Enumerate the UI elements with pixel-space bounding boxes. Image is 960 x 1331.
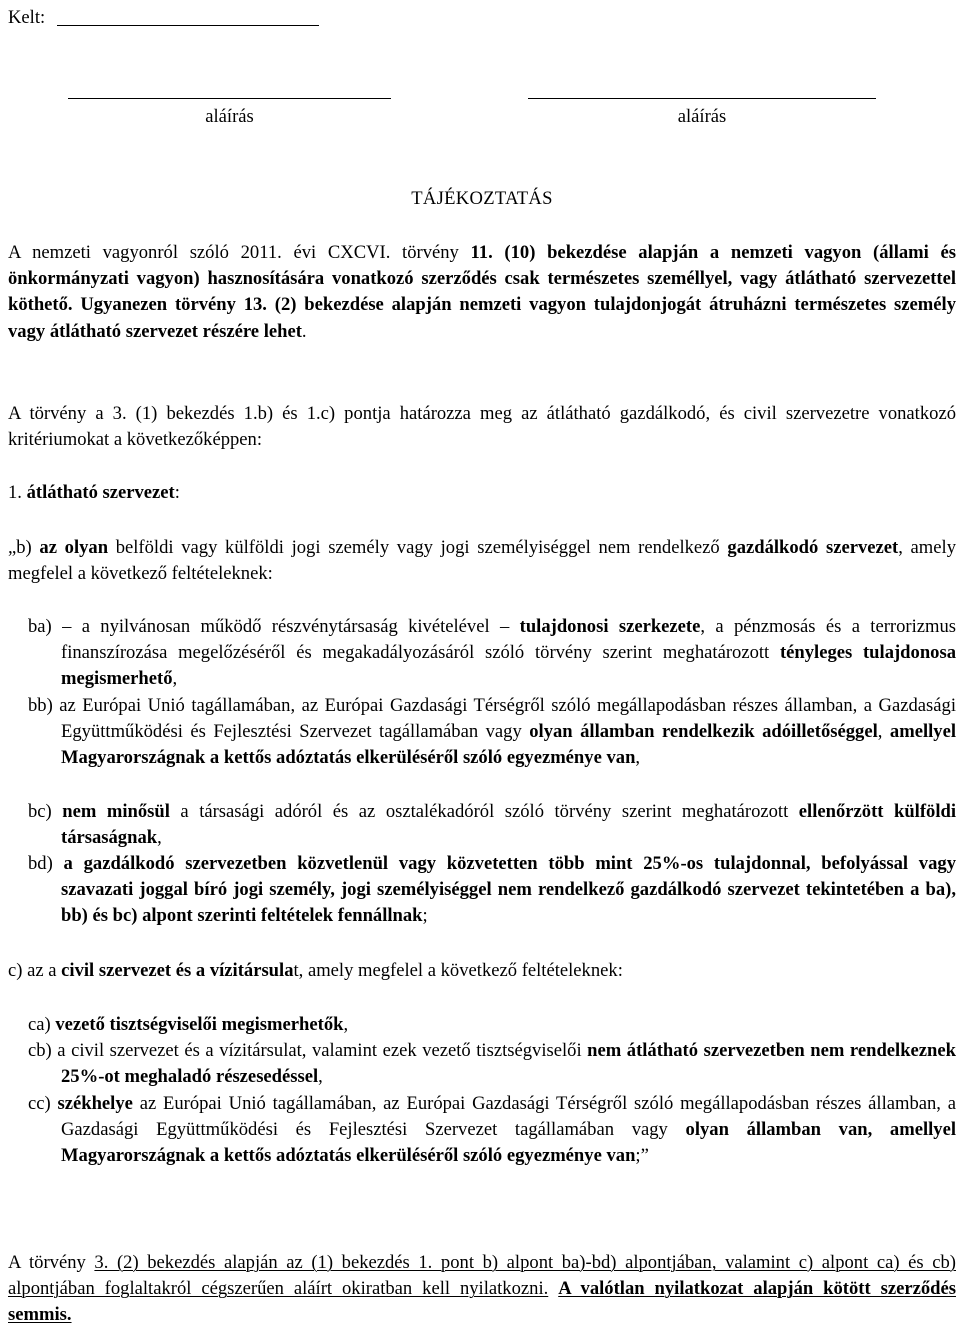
point-c-paragraph — [8, 958, 956, 984]
text-run: cb) a civil szervezet és a vízitársulat, valamint ezek vezető tisztségviselői — [28, 1040, 588, 1061]
bold-text: vezető tisztségviselői megismerhetők — [55, 1014, 344, 1035]
text-run: az Európai Unió tagállamában, az Európai Gazdasági Térségről szóló megállapodásban részes államban, a Gazdasági Együttműködési és Fejlesztési Szervezet tagállamában vagy — [61, 1093, 956, 1141]
text-run: , — [172, 668, 178, 690]
text-run: , — [318, 1066, 323, 1088]
date-field — [8, 5, 319, 31]
signature-line — [68, 98, 391, 99]
text-run: 1. — [8, 482, 27, 503]
bold-text: tényleges tulajdonosa megismerhető — [61, 642, 956, 690]
text-run: t, amely megfelel a következő feltételeknek: — [293, 960, 623, 981]
bold-text: 11. (10) bekezdése alapján a nemzeti vagyon (állami és önkormányzati vagyon) hasznosítására vonatkozó szerződés csak természetes személlyel, vagy átlátható szervezettel köthető. Ugyanezen törvény 13. (2) bekezdése alapján nemzeti vagyon tulajdonjogát átruházni természetes személy vagy átlátható szervezet részére lehet — [8, 242, 956, 342]
signature-block-left — [68, 98, 391, 129]
bold-text: nem átlátható szervezetben nem rendelkeznek 25%-ot meghaladó részesedéssel — [61, 1040, 956, 1088]
section-heading — [8, 480, 956, 506]
bold-text: olyan államban rendelkezik adóilletőséggel — [529, 721, 878, 743]
subpoint-bd — [28, 851, 956, 930]
text-run: : — [174, 482, 180, 503]
bold-text: civil szervezet és a vízitársula — [61, 960, 294, 981]
text-run: ba) – a nyilvánosan működő részvénytársaság kivételével – — [28, 616, 520, 637]
date-label: Kelt: — [8, 7, 46, 28]
point-b-paragraph — [8, 535, 956, 587]
intro-paragraph — [8, 240, 956, 345]
bold-text: átlátható szervezet — [26, 482, 175, 503]
text-run: , amely megfelel a következő feltételeknek: — [8, 537, 956, 585]
signature-line — [528, 98, 876, 99]
text-run: bd) — [28, 853, 64, 874]
text-run: ca) — [28, 1014, 56, 1035]
text-run: , — [343, 1014, 349, 1035]
signature-label: aláírás — [205, 106, 254, 127]
subpoint-bc — [28, 799, 956, 851]
text-run: . — [301, 320, 307, 342]
subpoint-bb — [28, 693, 956, 772]
final-paragraph — [8, 1250, 956, 1329]
bold-text: amellyel Magyarországnak a kettős adóztatás elkerüléséről szóló egyezménye van — [61, 721, 956, 769]
text-run: bc) — [28, 801, 63, 822]
date-blank-line — [57, 5, 319, 26]
subpoint-cb — [28, 1038, 956, 1090]
text-run: belföldi vagy külföldi jogi személy vagy jogi személyiséggel nem rendelkező — [108, 537, 728, 558]
text-run: , — [635, 747, 641, 769]
bold-text: gazdálkodó szervezet — [727, 537, 899, 558]
text-run: c) az a — [8, 960, 62, 981]
bold-text: tulajdonosi szerkezete — [519, 616, 701, 637]
bold-text: az olyan — [39, 537, 109, 558]
text-run — [548, 1278, 558, 1299]
signature-block-right — [528, 98, 876, 129]
document-title: TÁJÉKOZTATÁS — [411, 188, 553, 209]
subpoint-ba — [28, 614, 956, 693]
subpoint-cc — [28, 1091, 957, 1170]
bold-text: nem minősül — [62, 801, 170, 822]
text-run: , a pénzmosás és a terrorizmus finanszírozása megelőzéséről és megakadályozásáról szóló törvény szerint meghatározott — [61, 616, 956, 664]
text-run: , — [157, 827, 162, 849]
text-run: cc) — [28, 1093, 58, 1114]
text-run: ; — [422, 905, 428, 927]
bold-text: székhelye — [57, 1093, 133, 1114]
text-run: A nemzeti vagyonról szóló 2011. évi CXCVI. törvény — [8, 242, 471, 263]
bold-text: ellenőrzött külföldi társaságnak — [61, 801, 956, 849]
bold-text: olyan államban van, amellyel Magyarországnak a kettős adóztatás elkerüléséről szóló egyezménye van — [61, 1119, 957, 1167]
text-run: „b) — [8, 537, 40, 558]
signature-label: aláírás — [677, 106, 727, 127]
criteria-intro-paragraph: A törvény a 3. (1) bekezdés 1.b) és 1.c) pontja határozza meg az átlátható gazdálkodó, és civil szervezetre vonatkozó kritériumokat a következőképpen: — [8, 403, 956, 451]
underlined-text: 3. (2) bekezdés alapján az (1) bekezdés 1. pont b) alpont ba)-bd) alpontjában, valamint c) alpont ca) és cb) alpontjában foglaltakról cégszerűen aláírt okiratban kell nyilatkozni. — [8, 1252, 956, 1300]
bold-underlined-text: A valótlan nyilatkozat alapján kötött szerződés semmis. — [8, 1278, 956, 1326]
text-run: A törvény — [8, 1252, 95, 1273]
text-run: a társasági adóról és az osztalékadóról szóló törvény szerint meghatározott — [169, 801, 799, 822]
bold-text: a gazdálkodó szervezetben közvetlenül vagy közvetetten több mint 25%-os tulajdonnal, befolyással vagy szavazati joggal bíró jogi személy, jogi személyiséggel nem rendelkező gazdálkodó szervezet tekintetében a ba), bb) és bc) alpont szerinti feltételek fennállnak — [61, 853, 956, 927]
text-run: , — [877, 721, 890, 743]
text-run: ;” — [635, 1145, 649, 1167]
text-run: bb) az Európai Unió tagállamában, az Európai Gazdasági Térségről szóló megállapodásban részes államban, a Gazdasági Együttműködési és Fejlesztési Szervezet tagállamában vagy — [28, 695, 956, 743]
subpoint-ca — [28, 1012, 956, 1038]
